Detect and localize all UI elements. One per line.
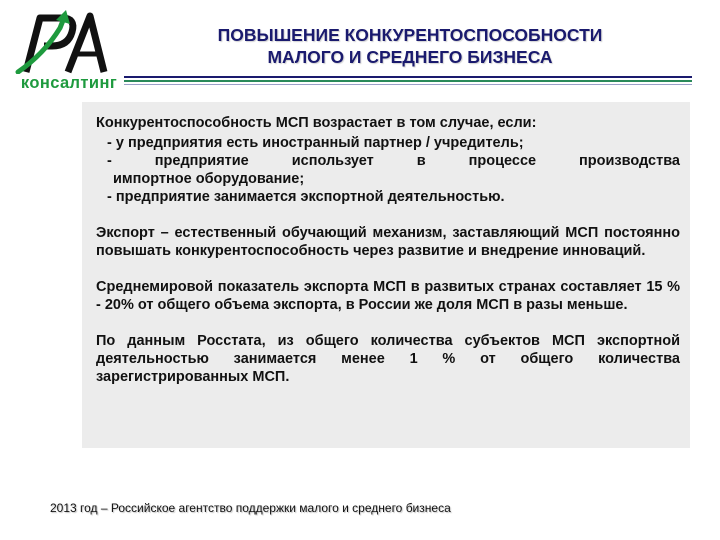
intro-text: Конкурентоспособность МСП возрастает в том случае, если: [96,115,537,131]
content-body [96,114,680,386]
conditions-list [96,134,680,206]
list-item-continuation: импортное оборудование; [113,171,305,187]
list-item [96,152,680,188]
title-line-1: ПОВЫШЕНИЕ КОНКУРЕНТОСПОСОБНОСТИ [217,25,603,45]
footer-text: 2013 год – Российское агентство поддержки малого и среднего бизнеса [50,501,451,515]
world-export-paragraph: Среднемировой показатель экспорта МСП в развитых странах составляет 15 % - 20% от общего объема экспорта, в России же доля МСП в разы меньше. [96,279,680,313]
export-paragraph: Экспорт – естественный обучающий механизм, заставляющий МСП постоянно повышать конкурентоспособность через развитие и внедрение инноваций. [96,225,680,259]
list-item-text: - предприятие использует в процессе производства [107,153,680,169]
header-rule-light [124,84,692,85]
title-line-2: МАЛОГО И СРЕДНЕГО БИЗНЕСА [267,47,553,67]
rosstat-paragraph: По данным Росстата, из общего количества субъектов МСП экспортной деятельностью занимается менее 1 % от общего количества зарегистрированных МСП. [96,333,680,385]
header-rule-navy [124,76,692,78]
logo-caption: консалтинг [20,74,118,92]
slide-title [150,24,670,68]
company-logo [4,10,128,90]
header-rule-green [124,80,692,82]
rja-logo-mark-icon [10,10,122,74]
list-item: - предприятие занимается экспортной деятельностью. [107,189,505,205]
list-item: - у предприятия есть иностранный партнер / учредитель; [107,135,524,151]
